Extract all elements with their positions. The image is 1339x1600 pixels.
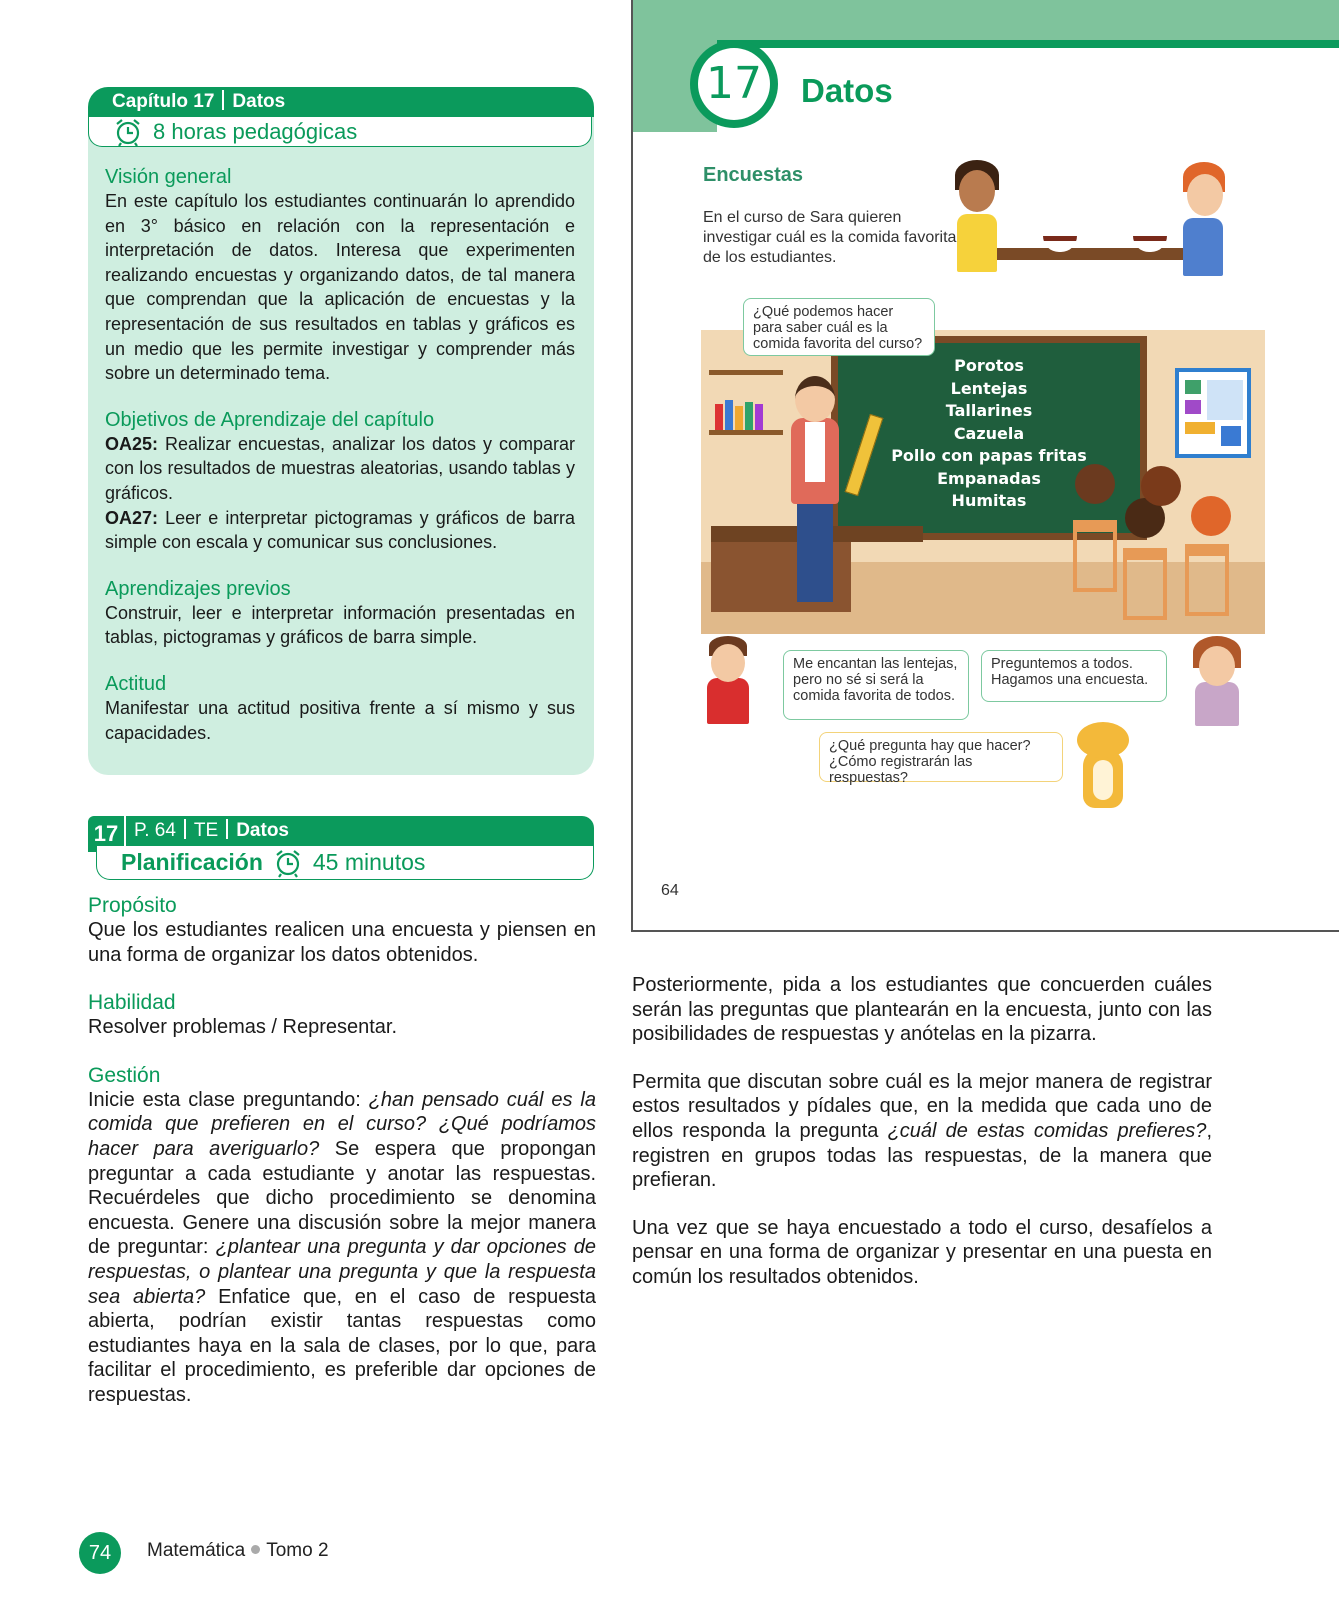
chapter-overview-box [88, 87, 594, 775]
oa25-text: Realizar encuestas, analizar los datos y comparar con los resultados de muestras aleatorias, usando tablas y gráficos. [105, 433, 575, 503]
habilidad-text: Resolver problemas / Representar. [88, 1016, 398, 1039]
gestion-title: Gestión [88, 1063, 161, 1087]
gestion-text-2: Se espera que propongan preguntar a cada estudiante y anotar las respuestas. Recuérdeles que dicho procedimiento se denomina encuesta. Genere una discusión sobre la mejor manera de preguntar: [88, 1137, 597, 1259]
teacher-speech-bubble: ¿Qué podemos hacer para saber cuál es la comida favorita del curso? [743, 298, 935, 356]
page-number-badge: 74 [79, 1532, 121, 1574]
habilidad-title: Habilidad [88, 991, 176, 1015]
chapter-hours-bar [88, 117, 592, 147]
board-item-porotos: Porotos [954, 356, 1024, 375]
student-illustration [1075, 464, 1115, 504]
gestion-question-2: ¿plantear una pregunta y dar opciones de respuestas, o plantear una pregunta y que la respuesta sea abierta? [88, 1236, 596, 1308]
lesson-page: P. 64 [134, 820, 176, 841]
student-page-title: Datos [801, 72, 893, 109]
oa27-text: Leer e interpretar pictogramas y gráficos de barra simple con escala y comunicar sus conclusiones. [105, 507, 575, 553]
objetivo-oa27 [105, 506, 575, 555]
student-page-chapter-badge [690, 40, 778, 128]
lesson-header [88, 816, 594, 880]
gestion-text-3: Enfatice que, en el caso de respuesta abierta, podrían existir tantas respuestas como estudiantes haya en la sala de clases, por lo que, para facilitar el procedimiento, es preferible dar opciones de respuestas. [88, 1285, 596, 1406]
proposito-title: Propósito [88, 894, 177, 917]
bullet-dot-icon [251, 1545, 260, 1554]
student-page-intro: En el curso de Sara quieren investigar cuál es la comida favorita de los estudiantes. [703, 209, 957, 266]
footer-volume: Tomo 2 [266, 1540, 329, 1561]
student-page-chapter-number: 17 [698, 48, 770, 120]
board-item-empanadas: Empanadas [937, 468, 1041, 488]
board-item-cazuela: Cazuela [953, 423, 1025, 443]
proposito-text: Que los estudiantes realicen una encuesta y piensen en una forma de organizar los datos obtenidos. [88, 919, 596, 966]
classroom-illustration [701, 330, 1265, 634]
chalkboard [831, 336, 1147, 540]
board-item-pollo: Pollo con papas fritas [891, 446, 1087, 465]
objetivos-title: Objetivos de Aprendizaje del capítulo [105, 408, 435, 431]
alarm-clock-icon [273, 848, 303, 878]
right-column-body [632, 973, 1212, 1290]
wall-poster [1175, 368, 1251, 458]
actitud-title: Actitud [105, 672, 167, 695]
oa25-code: OA25: [105, 433, 159, 454]
right-paragraph-2-question: ¿cuál de estas comidas prefieres? [887, 1119, 1207, 1142]
planning-label: Planificación [121, 849, 263, 875]
lesson-te: TE [193, 820, 219, 841]
gestion-question-1: ¿han pensado cuál es la comida que prefieren en el curso? ¿Qué podríamos hacer para averiguarlo? [88, 1088, 596, 1160]
right-paragraph-2b: , registren en grupos todas las respuestas, de la manera que prefieran. [632, 1119, 1212, 1192]
board-item-lentejas: Lentejas [950, 378, 1028, 398]
footer-subject: Matemática [147, 1540, 246, 1561]
lesson-number-badge: 17 [88, 816, 124, 852]
board-item-humitas: Humitas [951, 491, 1027, 510]
footer-book-info [147, 1540, 329, 1562]
student-page-preview [631, 0, 1339, 932]
board-item-tallarines: Tallarines [945, 401, 1033, 420]
oa27-code: OA27: [105, 507, 159, 528]
chapter-topic: Datos [232, 91, 286, 112]
chapter-hours: 8 horas pedagógicas [153, 118, 358, 144]
planning-minutes: 45 minutos [312, 849, 426, 875]
girl-speech-bubble: Preguntemos a todos. Hagamos una encuesta. [981, 650, 1167, 702]
right-paragraph-1: Posteriormente, pida a los estudiantes que concuerden cuáles serán las preguntas que plantearán en la encuesta, junto con las posibilidades de respuestas y anótelas en la pizarra. [632, 974, 1212, 1046]
vision-general-title: Visión general [105, 166, 232, 188]
student-illustration [1141, 466, 1181, 506]
left-column-body [88, 893, 596, 1408]
gestion-text [88, 1088, 596, 1408]
student-page-number: 64 [661, 882, 679, 899]
planning-bar [96, 846, 594, 880]
alarm-clock-icon [113, 117, 143, 147]
chapter-header [88, 87, 594, 117]
actitud-text: Manifestar una actitud positiva frente a sí mismo y sus capacidades. [105, 697, 575, 743]
right-paragraph-3: Una vez que se haya encuestado a todo el curso, desafíelos a pensar en una forma de organizar y presentar en una puesta en común los resultados obtenidos. [632, 1216, 1212, 1288]
fox-speech-bubble: ¿Qué pregunta hay que hacer? ¿Cómo registrarán las respuestas? [819, 732, 1063, 782]
aprendizajes-previos-title: Aprendizajes previos [105, 577, 291, 600]
right-paragraph-2a: Permita que discutan sobre cuál es la mejor manera de registrar estos resultados y pídales que, en la medida que cada uno de ellos responda la pregunta [632, 1070, 1212, 1142]
student-illustration [1191, 496, 1231, 536]
boy-speech-bubble: Me encantan las lentejas, pero no sé si será la comida favorita de todos. [783, 650, 969, 720]
bookshelf-illustration [709, 370, 783, 470]
aprendizajes-previos-text: Construir, leer e interpretar información presentadas en tablas, pictogramas y gráficos de barra simple. [105, 602, 575, 648]
student-page-subtitle: Encuestas [703, 164, 804, 186]
lesson-info-bar [126, 816, 594, 846]
lesson-topic: Datos [236, 820, 289, 841]
vision-general-text: En este capítulo los estudiantes continuarán lo aprendido en 3° básico en relación con la representación e interpretación de datos. Interesa que experimenten realizando encuestas y organizando datos, de tal manera que comprendan que la aplicación de encuestas y la representación de sus resultados en tablas y gráficos es un medio que les permite investigar y comprender más sobre un determinado tema. [105, 191, 575, 384]
objetivo-oa25 [105, 432, 575, 506]
chapter-label: Capítulo 17 [112, 91, 215, 112]
right-paragraph-2 [632, 1070, 1212, 1193]
gestion-text-1: Inicie esta clase preguntando: [88, 1088, 369, 1111]
